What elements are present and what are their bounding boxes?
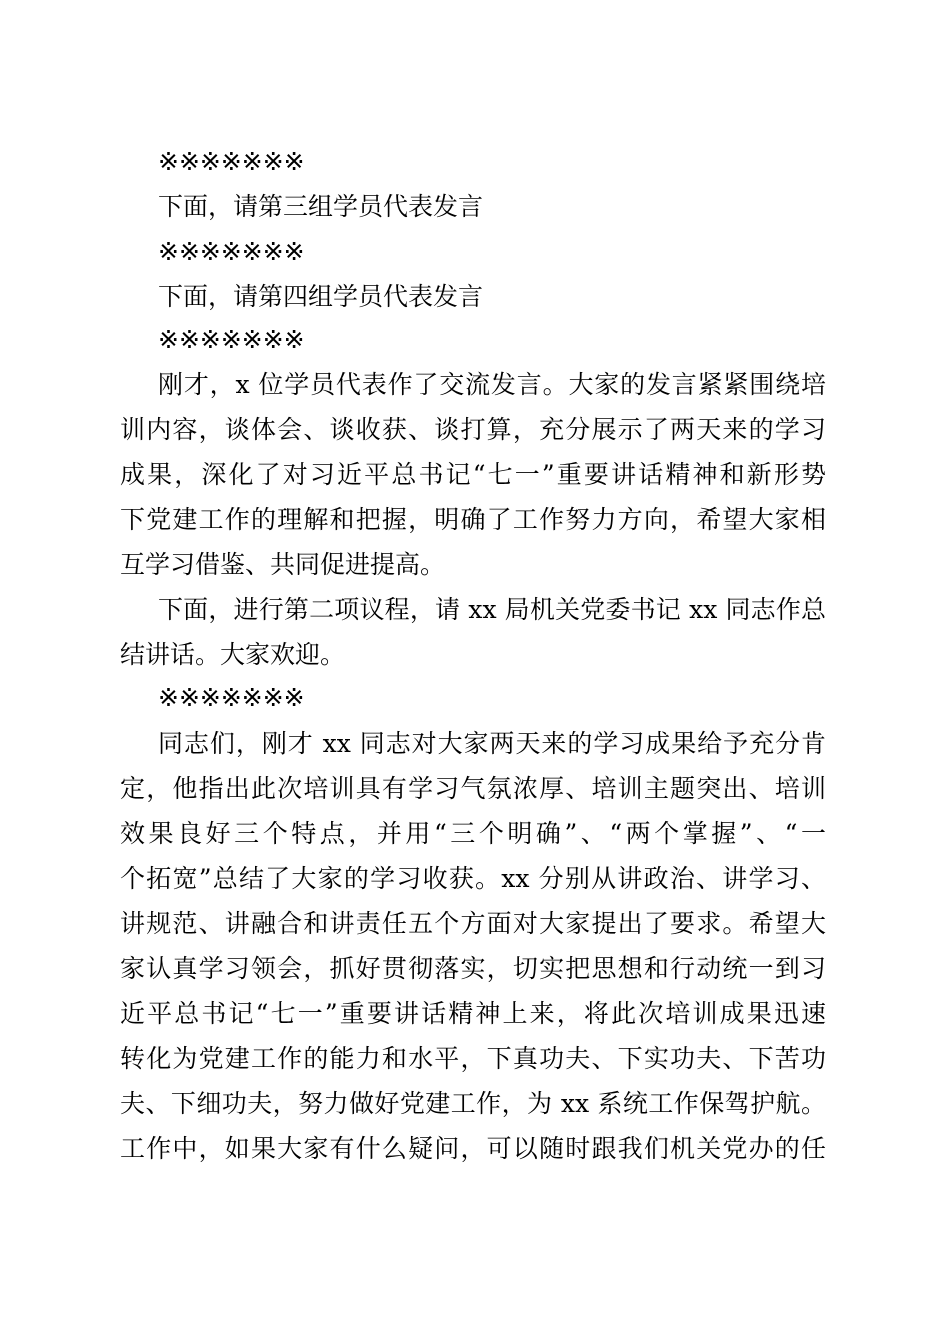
paragraph-line: 家认真学习领会，抓好贯彻落实，切实把思想和行动统一到习 <box>120 954 826 983</box>
paragraph-line: 讲规范、讲融合和讲责任五个方面对大家提出了要求。希望大 <box>120 909 826 938</box>
paragraph-line: 下面，进行第二项议程，请 xx 局机关党委书记 xx 同志作总 <box>158 595 826 624</box>
paragraph-line: 训内容，谈体会、谈收获、谈打算，充分展示了两天来的学习 <box>120 415 826 444</box>
separator-line: ※※※※※※※ <box>158 147 305 176</box>
separator-line: ※※※※※※※ <box>158 683 305 712</box>
separator-line: ※※※※※※※ <box>158 237 305 266</box>
paragraph-line: 成果，深化了对习近平总书记“七一”重要讲话精神和新形势 <box>120 460 826 489</box>
paragraph-line: 下党建工作的理解和把握，明确了工作努力方向，希望大家相 <box>120 505 826 534</box>
paragraph-line: 转化为党建工作的能力和水平，下真功夫、下实功夫、下苦功 <box>120 1044 826 1073</box>
text-line: 下面，请第四组学员代表发言 <box>158 282 484 311</box>
paragraph-line: 互学习借鉴、共同促进提高。 <box>120 550 446 579</box>
paragraph-line: 工作中，如果大家有什么疑问，可以随时跟我们机关党办的任 <box>120 1134 826 1163</box>
paragraph-line: 结讲话。大家欢迎。 <box>120 640 346 669</box>
paragraph-line: 同志们，刚才 xx 同志对大家两天来的学习成果给予充分肯 <box>158 729 826 758</box>
paragraph-line: 近平总书记“七一”重要讲话精神上来，将此次培训成果迅速 <box>120 999 826 1028</box>
paragraph-line: 夫、下细功夫，努力做好党建工作，为 xx 系统工作保驾护航。 <box>120 1089 826 1118</box>
text-line: 下面，请第三组学员代表发言 <box>158 192 484 221</box>
paragraph-line: 个拓宽”总结了大家的学习收获。xx 分别从讲政治、讲学习、 <box>120 864 826 893</box>
paragraph-line: 效果良好三个特点，并用“三个明确”、“两个掌握”、“一 <box>120 819 826 848</box>
paragraph-line: 刚才，x 位学员代表作了交流发言。大家的发言紧紧围绕培 <box>158 370 826 399</box>
paragraph-line: 定，他指出此次培训具有学习气氛浓厚、培训主题突出、培训 <box>120 774 826 803</box>
separator-line: ※※※※※※※ <box>158 325 305 354</box>
